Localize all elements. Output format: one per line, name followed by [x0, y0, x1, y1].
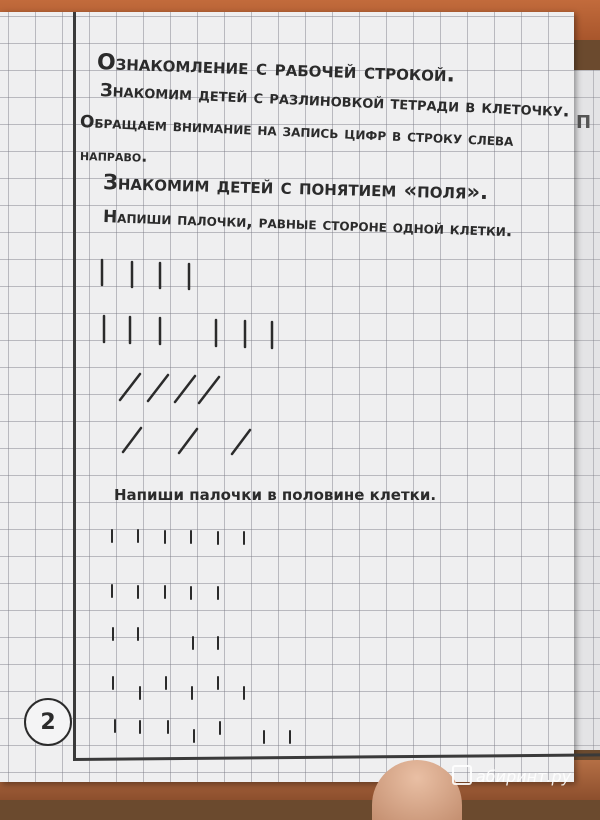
half-sticks-row-1	[112, 530, 244, 544]
half-sticks-row-5	[115, 720, 290, 743]
watermark-text: абиринт.ру	[476, 767, 572, 786]
task-2-instruction: Напиши палочки в половине клетки.	[114, 486, 437, 504]
sticks-row-full-2	[104, 316, 272, 348]
page-number: 2	[24, 698, 72, 746]
half-sticks-row-3	[113, 628, 218, 649]
sticks-row-slanted-2	[123, 428, 250, 454]
sticks-row-full-1	[102, 260, 189, 289]
sticks-row-slanted-1	[120, 374, 219, 403]
half-sticks-row-4	[113, 677, 244, 699]
heading-line-3: Обращаем внимание на запись цифр в строку слева	[79, 112, 514, 151]
heading-line-1: Ознакомление с рабочей строкой.	[96, 50, 456, 88]
adjacent-page: П	[566, 70, 600, 750]
half-sticks-row-2	[112, 585, 218, 599]
watermark	[452, 765, 571, 786]
watermark-logo-icon	[452, 765, 472, 785]
task-1-instruction: Напиши палочки, равные стороне одной клетки.	[102, 207, 513, 242]
heading-line-5: Знакомим детей с понятием «поля».	[102, 170, 489, 205]
heading-line-4: направо.	[79, 145, 148, 166]
heading-line-2: Знакомим детей с разлиновкой тетради в клеточку.	[99, 80, 571, 122]
